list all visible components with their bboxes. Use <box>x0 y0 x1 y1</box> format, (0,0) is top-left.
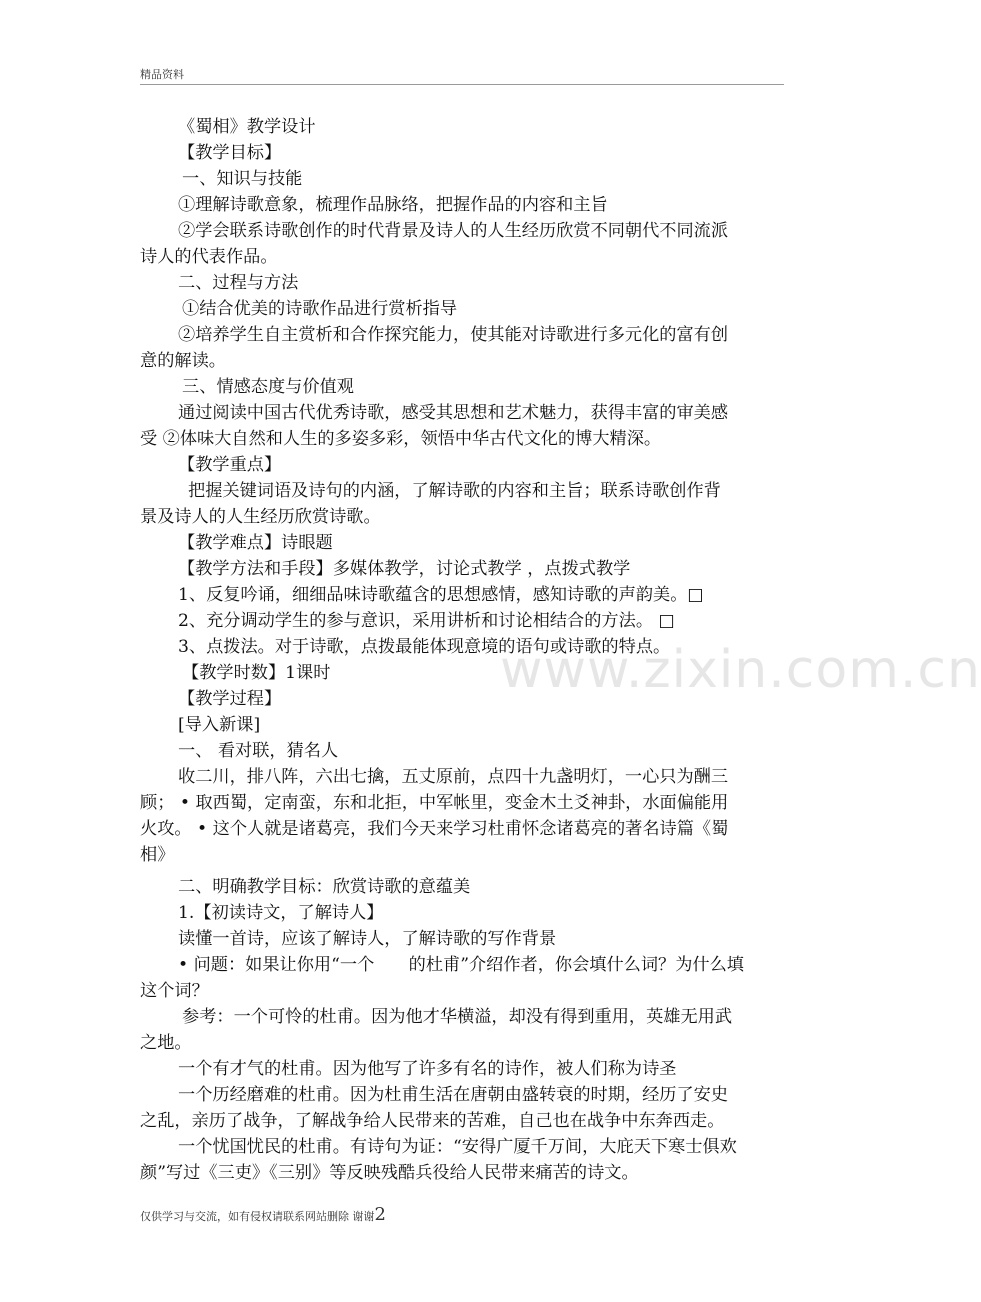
list-item: 2、充分调动学生的参与意识，采用讲析和讨论相结合的方法。 □ <box>178 611 675 631</box>
paragraph-line: 顾； • 取西蜀，定南蛮，东和北拒，中军帐里，变金木土爻神卦，水面偏能用 <box>140 793 729 813</box>
subsection-heading: 二、过程与方法 <box>178 273 299 293</box>
paragraph-line: 颜”写过《三吏》《三别》等反映残酷兵役给人民带来痛苦的诗文。 <box>140 1163 639 1183</box>
list-item: 1、反复吟诵，细细品味诗歌蕴含的思想感情，感知诗歌的声韵美。□ <box>178 585 704 605</box>
paragraph-line: 把握关键词语及诗句的内涵，了解诗歌的内容和主旨；联系诗歌创作背 <box>188 481 721 501</box>
paragraph-line: ①理解诗歌意象，梳理作品脉络，把握作品的内容和主旨 <box>178 195 608 215</box>
paragraph-line: 通过阅读中国古代优秀诗歌，感受其思想和艺术魅力，获得丰富的审美感 <box>178 403 729 423</box>
section-heading: [导入新课] <box>178 715 261 735</box>
paragraph-line: 收二川，排八阵，六出七擒，五丈原前，点四十九盏明灯，一心只为酬三 <box>178 767 729 787</box>
section-heading: 【教学时数】1课时 <box>182 663 331 683</box>
document-title: 《蜀相》教学设计 <box>178 117 316 137</box>
section-heading: 【教学重点】 <box>178 455 282 475</box>
page-header-label: 精品资料 <box>140 68 184 81</box>
page-number: 2 <box>374 1204 386 1225</box>
paragraph-line: 意的解读。 <box>140 351 226 371</box>
paragraph-line: 之地。 <box>140 1033 192 1053</box>
paragraph-line: 之乱，亲历了战争，了解战争给人民带来的苦难，自己也在战争中东奔西走。 <box>140 1111 725 1131</box>
paragraph-line: 受 ②体味大自然和人生的多姿多彩，领悟中华古代文化的博大精深。 <box>140 429 662 449</box>
paragraph-line: ②学会联系诗歌创作的时代背景及诗人的人生经历欣赏不同朝代不同流派 <box>178 221 729 241</box>
page-footer <box>140 1204 386 1225</box>
paragraph-line: • 问题：如果让你用“一个 的杜甫”介绍作者，你会填什么词？为什么填 <box>178 955 744 975</box>
subsection-heading: 一、知识与技能 <box>182 169 303 189</box>
section-heading: 【教学过程】 <box>178 689 282 709</box>
paragraph-line: 一个历经磨难的杜甫。因为杜甫生活在唐朝由盛转衰的时期，经历了安史 <box>178 1085 729 1105</box>
paragraph-line: 一个忧国忧民的杜甫。有诗句为证：“安得广厦千万间，大庇天下寒士俱欢 <box>178 1137 737 1157</box>
paragraph-line: 景及诗人的人生经历欣赏诗歌。 <box>140 507 381 527</box>
subsection-heading: 1.【初读诗文，了解诗人】 <box>178 903 384 923</box>
header-divider <box>140 84 784 85</box>
paragraph-line: ①结合优美的诗歌作品进行赏析指导 <box>182 299 458 319</box>
section-heading: 【教学难点】诗眼题 <box>178 533 333 553</box>
paragraph-line: 读懂一首诗，应该了解诗人，了解诗歌的写作背景 <box>178 929 557 949</box>
subsection-heading: 一、 看对联，猜名人 <box>178 741 339 761</box>
subsection-heading: 二、明确教学目标：欣赏诗歌的意蕴美 <box>178 877 471 897</box>
paragraph-line: 这个词？ <box>140 981 209 1001</box>
paragraph-line: 参考：一个可怜的杜甫。因为他才华横溢，却没有得到重用，英雄无用武 <box>182 1007 733 1027</box>
paragraph-line: 相》 <box>140 845 175 865</box>
paragraph-line: ②培养学生自主赏析和合作探究能力，使其能对诗歌进行多元化的富有创 <box>178 325 729 345</box>
paragraph-line: 一个有才气的杜甫。因为他写了许多有名的诗作，被人们称为诗圣 <box>178 1059 677 1079</box>
section-heading: 【教学目标】 <box>178 143 282 163</box>
paragraph-line: 诗人的代表作品。 <box>140 247 278 267</box>
section-heading: 【教学方法和手段】多媒体教学，讨论式教学 ，点拨式教学 <box>178 559 631 579</box>
list-item: 3、点拨法。对于诗歌，点拨最能体现意境的语句或诗歌的特点。 <box>178 637 671 657</box>
footer-notice: 仅供学习与交流，如有侵权请联系网站删除 谢谢 <box>140 1210 375 1223</box>
watermark-text: www.zixin.com.cn <box>500 640 981 700</box>
subsection-heading: 三、情感态度与价值观 <box>182 377 354 397</box>
paragraph-line: 火攻。 • 这个人就是诸葛亮，我们今天来学习杜甫怀念诸葛亮的著名诗篇《蜀 <box>140 819 729 839</box>
